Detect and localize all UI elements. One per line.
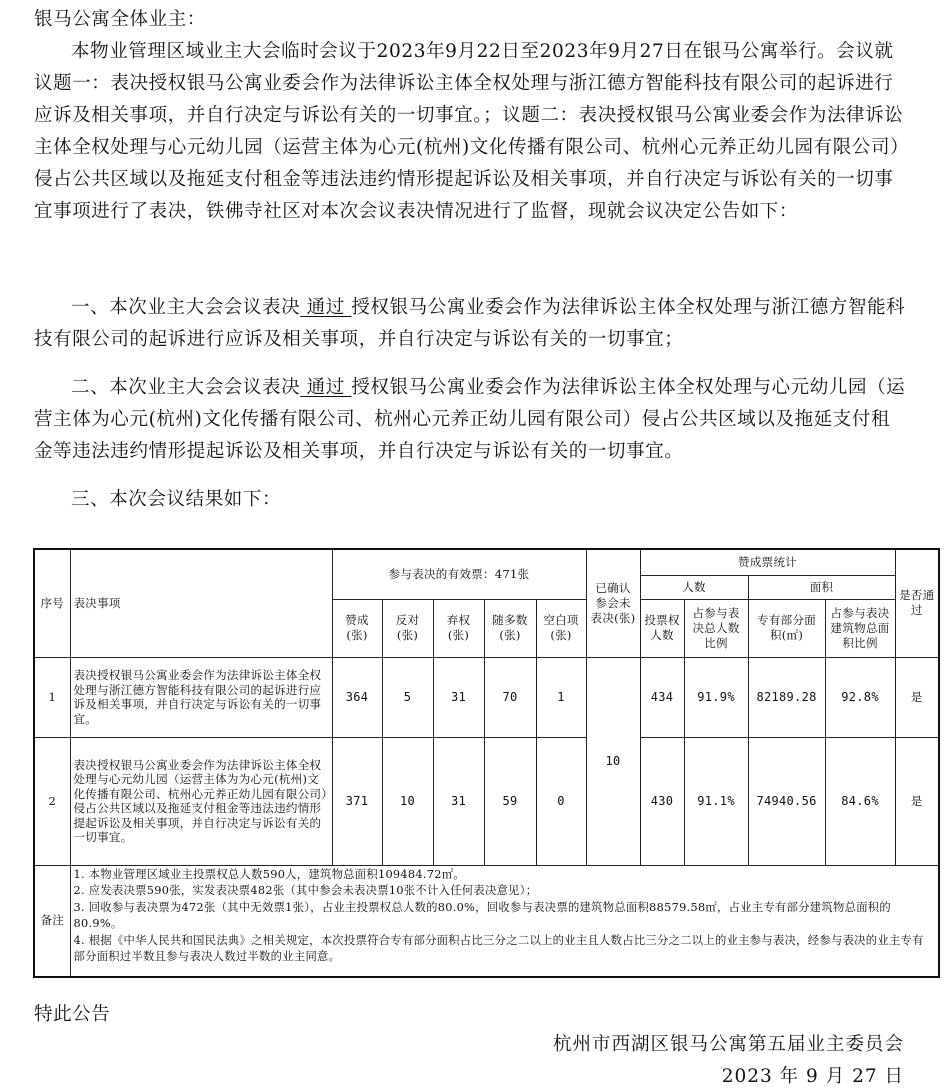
row-1-area-ratio: 92.8% xyxy=(825,657,895,737)
row-1-oppose: 5 xyxy=(382,657,433,737)
row-2-seq: 2 xyxy=(34,737,70,865)
row-2-item: 表决授权银马公寓业委会作为法律诉讼主体全权处理与心元幼儿园（运营主体为为心元(杭州)文化传播有限公司、杭州心元养正幼儿园有限公司）侵占公共区域以及拖延支付租金等违法违约情形提起诉讼及相关事项，并自行决定与诉讼有关的一切事宜。 xyxy=(70,737,332,865)
header-blank: 空白项(张) xyxy=(536,599,586,657)
row-1-people-ratio: 91.9% xyxy=(684,657,748,737)
resolution-2-suffix: 授权银马公寓业委会作为法律诉讼主体全权处理与心元幼儿园（运营主体为心元(杭州)文化传播有限公司、杭州心元养正幼儿园有限公司）侵占公共区域以及拖延支付租金等违法违约情形提起诉讼及相关事项，并自行决定与诉讼有关的一切事宜。 xyxy=(34,377,906,462)
header-people-ratio: 占参与表决总人数比例 xyxy=(684,599,748,657)
issue-date: 2023 年 9 月 27 日 xyxy=(721,1066,904,1087)
table-row xyxy=(34,737,939,865)
header-abstain: 弃权(张) xyxy=(433,599,484,657)
header-people: 人数 xyxy=(640,575,748,599)
header-voters: 投票权人数 xyxy=(640,599,684,657)
row-2-exclusive-area: 74940.56 xyxy=(748,737,825,865)
header-oppose: 反对(张) xyxy=(382,599,433,657)
row-1-follow-majority: 70 xyxy=(484,657,536,737)
row-2-voters: 430 xyxy=(640,737,684,865)
resolution-2-prefix: 二、本次业主大会会议表决 xyxy=(71,377,301,398)
row-1-exclusive-area: 82189.28 xyxy=(748,657,825,737)
header-valid-votes: 参与表决的有效票：471张 xyxy=(332,549,586,599)
notes-label: 备注 xyxy=(34,865,70,977)
resolution-1-prefix: 一、本次业主大会会议表决 xyxy=(71,297,301,318)
row-2-people-ratio: 91.1% xyxy=(684,737,748,865)
results-heading: 三、本次会议结果如下： xyxy=(71,489,282,510)
row-2-agree: 371 xyxy=(332,737,382,865)
note-item: 3. 回收参与表决票为472张（其中无效票1张），占业主投票权总人数的80.0%，回收参与表决票的建筑物总面积88579.58㎡，占业主专有部分建筑物总面积的80.9%。 xyxy=(73,900,891,930)
row-1-abstain: 31 xyxy=(433,657,484,737)
header-area: 面积 xyxy=(748,575,895,599)
header-stats: 赞成票统计 xyxy=(640,549,895,575)
resolution-1-result: 通过 xyxy=(300,297,352,318)
header-passed: 是否通过 xyxy=(895,549,939,657)
row-1-seq: 1 xyxy=(34,657,70,737)
intro-paragraph: 本物业管理区域业主大会临时会议于2023年9月22日至2023年9月27日在银马公寓举行。会议就议题一：表决授权银马公寓业委会作为法律诉讼主体全权处理与浙江德方智能科技有限公司的起诉进行应诉及相关事项，并自行决定与诉讼有关的一切事宜。；议题二：表决授权银马公寓业委会作为法律诉讼主体全权处理与心元幼儿园（运营主体为心元(杭州)文化传播有限公司、杭州心元养正幼儿园有限公司）侵占公共区域以及拖延支付租金等违法违约情形提起诉讼及相关事项，并自行决定与诉讼有关的一切事宜事项进行了表决，铁佛寺社区对本次会议表决情况进行了监督，现就会议决定公告如下： xyxy=(34,41,904,222)
notes-row xyxy=(34,865,939,977)
confirmed-value: 10 xyxy=(586,657,640,865)
header-row-1 xyxy=(34,549,939,575)
table-row xyxy=(34,657,939,737)
notes-content xyxy=(70,865,939,977)
resolution-1-paragraph xyxy=(34,292,908,356)
row-1-blank: 1 xyxy=(536,657,586,737)
row-2-blank: 0 xyxy=(536,737,586,865)
salutation: 银马公寓全体业主： xyxy=(34,9,206,30)
note-item: 4. 根据《中华人民共和国民法典》之相关规定，本次投票符合专有部分面积占比三分之二以上的业主且人数占比三分之二以上的业主参与表决，经参与表决的业主专有部分面积过半数且参与表决人数过半数的业主同意。 xyxy=(73,933,924,963)
header-seq: 序号 xyxy=(34,549,70,657)
resolution-2-paragraph xyxy=(34,372,908,468)
issuing-organization: 杭州市西湖区银马公寓第五届业主委员会 xyxy=(552,1034,904,1055)
row-2-abstain: 31 xyxy=(433,737,484,865)
resolution-2-result: 通过 xyxy=(300,377,352,398)
row-2-area-ratio: 84.6% xyxy=(825,737,895,865)
results-table xyxy=(33,548,940,978)
note-item: 2. 应发表决票590张，实发表决票482张（其中参会未表决票10张不计入任何表决意见）； xyxy=(73,884,538,897)
header-follow-majority: 随多数(张) xyxy=(484,599,536,657)
row-1-agree: 364 xyxy=(332,657,382,737)
row-1-item: 表决授权银马公寓业委会作为法律诉讼主体全权处理与浙江德方智能科技有限公司的起诉进行应诉及相关事项，并自行决定与诉讼有关的一切事宜。 xyxy=(70,657,332,737)
row-2-follow-majority: 59 xyxy=(484,737,536,865)
header-agree: 赞成(张) xyxy=(332,599,382,657)
row-2-oppose: 10 xyxy=(382,737,433,865)
resolution-1-suffix: 授权银马公寓业委会作为法律诉讼主体全权处理与浙江德方智能科技有限公司的起诉进行应诉及相关事项，并自行决定与诉讼有关的一切事宜； xyxy=(34,297,906,350)
row-1-passed: 是 xyxy=(895,657,939,737)
note-item: 1. 本物业管理区域业主投票权总人数590人，建筑物总面积109484.72㎡。 xyxy=(73,867,465,881)
header-area-ratio: 占参与表决建筑物总面积比例 xyxy=(825,599,895,657)
header-exclusive-area: 专有部分面积(㎡) xyxy=(748,599,825,657)
header-item: 表决事项 xyxy=(70,549,332,657)
header-confirmed: 已确认参会未表决(张) xyxy=(586,549,640,657)
row-1-voters: 434 xyxy=(640,657,684,737)
row-2-passed: 是 xyxy=(895,737,939,865)
special-notice: 特此公告 xyxy=(34,1004,111,1025)
